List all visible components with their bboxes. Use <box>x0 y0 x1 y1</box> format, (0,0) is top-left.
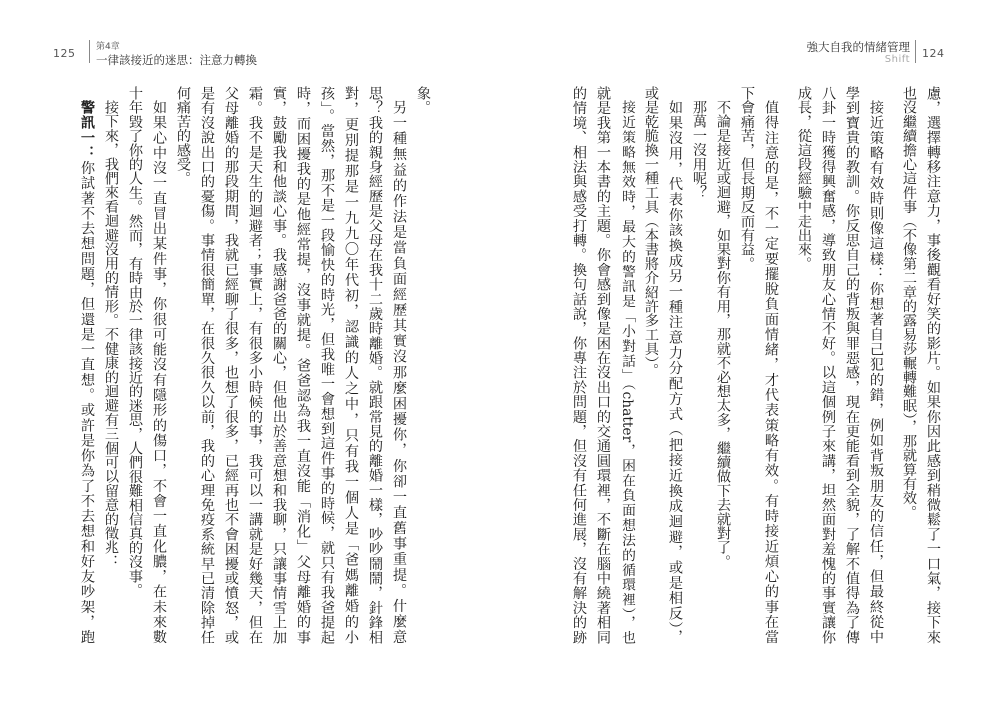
left-page-column-5: 孩」。當然，那不是一段愉快的時光，但我唯一會想到這件事的時候，就只有我爸提起 <box>319 86 335 644</box>
left-page-column-2: 另一種無益的作法是當負面經歷其實沒那麼困擾你，你卻一直舊事重提。什麼意 <box>391 100 407 644</box>
left-page-column-15 <box>75 86 99 644</box>
right-page-column-11: 如果沒用，代表你該換成另一種注意力分配方式（把接近換成迴避，或是相反）， <box>667 100 683 644</box>
right-page-body <box>567 86 945 644</box>
right-page-column-12: 或是乾脆換一種工具（本書將介紹許多工具）。 <box>643 86 659 378</box>
right-page-column-4: 學到寶貴的教訓。你反思自己的背叛與罪惡感，現在更能看到全貌，了解不值得為了傳 <box>844 86 860 644</box>
book-subtitle: Shift <box>884 54 910 65</box>
right-page-column-13: 接近策略無效時，最大的警訊是「小對話」（chatter，困在負面想法的循環裡），也 <box>619 99 635 644</box>
left-page-column-8: 霜。我不是天生的迴避者；事實上，有很多小時候的事，我可以一講就是好幾天，但在 <box>247 86 263 644</box>
right-header-divider <box>915 40 916 63</box>
chapter-label: 第4章 <box>96 42 120 52</box>
left-page-column-3: 思？我的親身經歷是父母在我十二歲時離婚。就跟常見的離婚一樣，吵吵鬧鬧，針鋒相 <box>367 86 383 644</box>
right-page-column-10: 那萬一沒用呢？ <box>691 100 707 200</box>
chapter-title: 一律該接近的迷思：注意力轉換 <box>96 53 257 67</box>
right-page-column-7: 值得注意的是，不一定要擺脫負面情緒，才代表策略有效。有時接近煩心的事在當 <box>763 100 779 644</box>
right-page-column-1: 慮，選擇轉移注意力，事後觀看好笑的影片。如果你因此感到稍微鬆了一口氣，接下來 <box>925 86 941 644</box>
right-page-column-15: 的情境、相法與感受打轉。換句話說，你專注於問題，但沒有任何進展，沒有解決的跡 <box>571 86 587 644</box>
right-page-column-3: 接近策略有效時則像這樣：你想著自己犯的錯，例如背叛朋友的信任，但最終從中 <box>868 100 884 644</box>
left-page-column-1: 象。 <box>415 86 431 115</box>
left-page-column-6: 時，而困擾我的是他經常提，沒事就提。爸爸認為我一直沒能「消化」父母離婚的事 <box>295 86 311 644</box>
right-page-column-8: 下會痛苦，但長期反而有益。 <box>739 86 755 271</box>
left-page-column-7: 實，鼓勵我和他談心事。我感謝爸爸的關心，但他出於善意想和我聊，只讓事情雪上加 <box>271 86 287 644</box>
left-page-number: 125 <box>53 47 76 60</box>
right-page-column-6: 成長，從這段經驗中走出來。 <box>796 86 812 271</box>
left-page-column-14: 接下來，我們來看迴避沒用的情形。不健康的迴避有三個可以留意的徵兆： <box>103 100 119 569</box>
left-page-column-11: 何痛苦的感受。 <box>175 86 191 186</box>
right-page-column-9: 不論是接近或迴避，如果對你有用，那就不必想太多，繼續做下去就對了。 <box>715 100 731 569</box>
left-page-column-13: 十年毀了你的人生。然而，有時由於一律該接近的迷思，人們很難相信真的沒事。 <box>127 86 143 598</box>
left-page-column-10: 是有沒說出口的憂傷。事情很簡單，在很久很久以前，我的心理免疫系統早已清除掉任 <box>199 86 215 644</box>
right-page-column-5: 八卦一時獲得興奮感，導致朋友心情不好。以這個例子來講，坦然面對羞愧的事實讓你 <box>820 86 836 644</box>
right-page-column-2: 也沒繼續擔心這件事（不像第二章的露易莎輾轉難眠），那就算有效。 <box>901 86 917 520</box>
alert-label: 警訊一： <box>79 100 95 161</box>
right-page-number: 124 <box>922 47 945 60</box>
left-page-column-9: 父母離婚的那段期間，我就已經聊了很多，也想了很多，已經再也不會困擾或憤怒，或 <box>223 86 239 644</box>
left-page-column-12: 如果心中沒一直冒出某件事，你很可能沒有隱形的傷口，不會一直化膿，在未來數 <box>151 100 167 644</box>
left-page-column-4: 對，更別提那是一九九〇年代初，認識的人之中，只有我一個人是「爸媽離婚的小 <box>343 86 359 644</box>
left-header-divider <box>89 40 90 63</box>
alert-text: 你試著不去想問題，但還是一直想。或許是你為了不去想和好友吵架，跑 <box>79 160 95 644</box>
right-page-column-14: 就是我第一本書的主題。你會感到像是困在沒出口的交通圓環裡，不斷在腦中繞著相同 <box>595 86 611 644</box>
left-page-body <box>75 86 435 644</box>
book-title: 強大自我的情緒管理 <box>806 40 910 54</box>
